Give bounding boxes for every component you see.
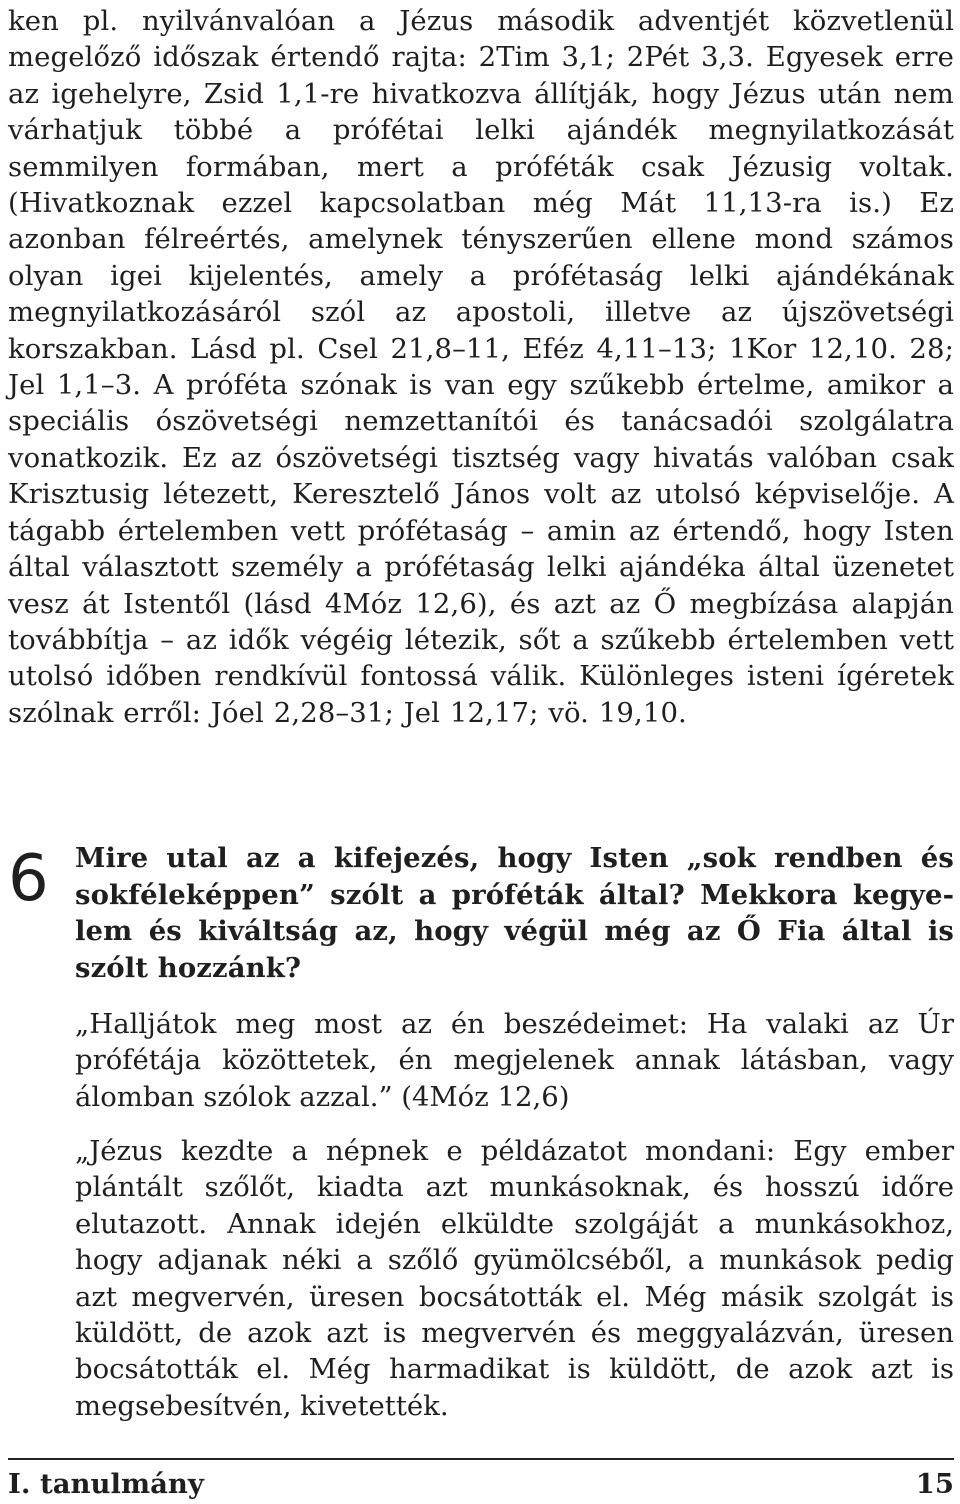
page bbox=[8, 0, 954, 1504]
body-paragraph: ken pl. nyilvánvalóan a Jézus második adventjét közvetlenül megelőző időszak értendő rajta: 2Tim 3,1; 2Pét 3,3. Egyesek erre az igehelyre, Zsid 1,1-re hivatkozva állítják, hogy Jézus után nem várhatjuk többé a prófétai lelki ajándék megnyilatkozását semmilyen formában, mert a próféták csak Jézusig voltak. (Hivatkoznak ezzel kapcsolatban még Mát 11,13-ra is.) Ez azonban félreértés, amelynek tényszerűen ellene mond számos olyan igei kijelentés, amely a prófétaság lelki ajándékának megnyilatkozásáról szól az apostoli, illetve az újszövetségi korszakban. Lásd pl. Csel 21,8–11, Eféz 4,11–13; 1Kor 12,10. 28; Jel 1,1–3. A próféta szónak is van egy szűkebb értelme, amikor a speciális ószövetségi nemzettanítói és tanácsadói szolgálatra vonatkozik. Ez az ószövetségi tisztség vagy hivatás valóban csak Krisztusig létezett, Keresztelő János volt az utolsó képviselője. A tágabb értelemben vett prófétaság – amin az értendő, hogy Isten által választott személy a prófétaság lelki ajándéka által üzenetet vesz át Istentől (lásd 4Móz 12,6), és azt az Ő megbízása alapján továbbítja – az idők végéig létezik, sőt a szűkebb értelemben vett utolsó időben rendkívül fontossá válik. Különleges isteni ígéretek szólnak erről: Jóel 2,28–31; Jel 12,17; vö. 19,10. bbox=[8, 5, 954, 729]
footer-divider bbox=[8, 1458, 954, 1460]
footer-study-title: I. tanulmány bbox=[8, 1468, 204, 1500]
bible-quote-2: „Jézus kezdte a népnek e példázatot mondani: Egy ember plántált szőlőt, kiadta azt munkásoknak, és hosszú időre elutazott. Annak idején elküldte szolgáját a munkásokhoz, hogy adjanak néki a szőlő gyümölcséből, a munkások pedig azt megvervén, üresen bocsátották el. Még másik szolgát is küldött, de azok azt is megvervén és meggyalázván, üresen bocsátották el. Még harmadikat is küldött, de azok azt is megsebesítvén, kivetették. bbox=[75, 1135, 954, 1422]
question-number: 6 bbox=[8, 842, 49, 916]
body-text bbox=[8, 3, 954, 731]
page-number: 15 bbox=[915, 1468, 954, 1500]
bible-quote-1: „Halljátok meg most az én beszédeimet: Ha valaki az Úr prófétája közöttetek, én megjelenek annak látásban, vagy álomban szólok azzal.” (4Móz 12,6) bbox=[75, 1008, 954, 1113]
question-text: Mire utal az a kifejezés, hogy Isten „sok rendben és sokféleképpen” szólt a próféták által? Mekkora kegyelem és kiváltság az, hogy végül még az Ő Fia által is szólt hozzánk? bbox=[75, 842, 954, 984]
